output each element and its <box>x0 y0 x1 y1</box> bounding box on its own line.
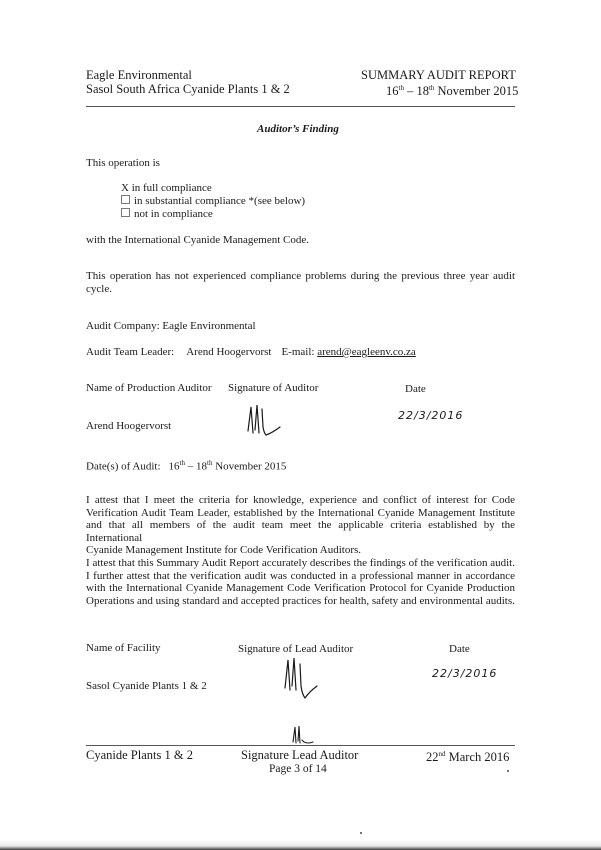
footer-date: 22nd March 2016 <box>426 750 510 765</box>
attestation-criteria: I attest that I meet the criteria for knowledge, experience and conflict of interest for Code Verification Audit Team Leader, established by the International Cyanide Management Institute and that all members of the audit team meet the applicable criteria established by the International Cyanide Management Institute for Code Verification Auditors. <box>86 494 515 556</box>
audit-team-leader: Audit Team Leader: Arend Hoogervorst E-mail: arend@eagleenv.co.za <box>86 346 416 358</box>
header-site: Sasol South Africa Cyanide Plants 1 & 2 <box>86 82 290 96</box>
auditor-name: Arend Hoogervorst <box>86 420 172 432</box>
col-date: Date <box>405 383 426 395</box>
finding-intro: This operation is <box>86 157 160 169</box>
col-signature-auditor: Signature of Auditor <box>228 382 319 394</box>
finding-heading: Auditor’s Finding <box>257 123 339 135</box>
option-not-in-compliance: not in compliance <box>121 208 213 221</box>
auditor-signature <box>244 403 284 443</box>
attestation-report: I attest that this Summary Audit Report accurately describes the findings of the verification audit. I further attest that the verification audit was conducted in a professional manner in accordance with the International Cyanide Management Code Verification Protocol for Cyanide Production Operations and using standard and accepted practices for health, safety and environmental audits. <box>86 557 515 607</box>
header-company: Eagle Environmental <box>86 68 192 82</box>
option-substantial-compliance: in substantial compliance *(see below) <box>121 195 305 208</box>
audit-dates: Date(s) of Audit: 16th – 18th November 2015 <box>86 459 287 473</box>
col-production-auditor: Name of Production Auditor <box>86 382 212 394</box>
facility-name: Sasol Cyanide Plants 1 & 2 <box>86 680 207 692</box>
col-signature-lead: Signature of Lead Auditor <box>238 643 354 655</box>
checkbox-icon <box>121 195 130 204</box>
lead-signed-date: 22/3/2016 <box>432 667 498 680</box>
audit-company: Audit Company: Eagle Environmental <box>86 320 256 332</box>
auditor-signed-date: 22/3/2016 <box>398 409 464 422</box>
email-link[interactable]: arend@eagleenv.co.za <box>317 346 416 358</box>
col-date-lead: Date <box>449 643 470 655</box>
col-facility: Name of Facility <box>86 642 161 654</box>
checkbox-icon <box>121 208 130 217</box>
header-rule <box>86 106 515 107</box>
scan-speck <box>360 832 362 834</box>
scan-speck <box>507 770 509 772</box>
option-full-compliance: X in full compliance <box>121 182 212 194</box>
option-mark: X <box>121 182 129 194</box>
footer-signature-label: Signature Lead Auditor <box>241 748 359 762</box>
scan-edge-shadow <box>0 840 601 850</box>
finding-code-line: with the International Cyanide Management Code. <box>86 234 309 246</box>
header-report-title: SUMMARY AUDIT REPORT <box>361 68 516 82</box>
finding-problems: This operation has not experienced compliance problems during the previous three year audit cycle. <box>86 270 515 295</box>
lead-auditor-signature <box>281 656 321 702</box>
page-number: Page 3 of 14 <box>269 763 327 775</box>
footer-left: Cyanide Plants 1 & 2 <box>86 748 193 762</box>
footer-rule <box>86 745 515 746</box>
header-dates: 16th – 18th November 2015 <box>386 84 519 99</box>
